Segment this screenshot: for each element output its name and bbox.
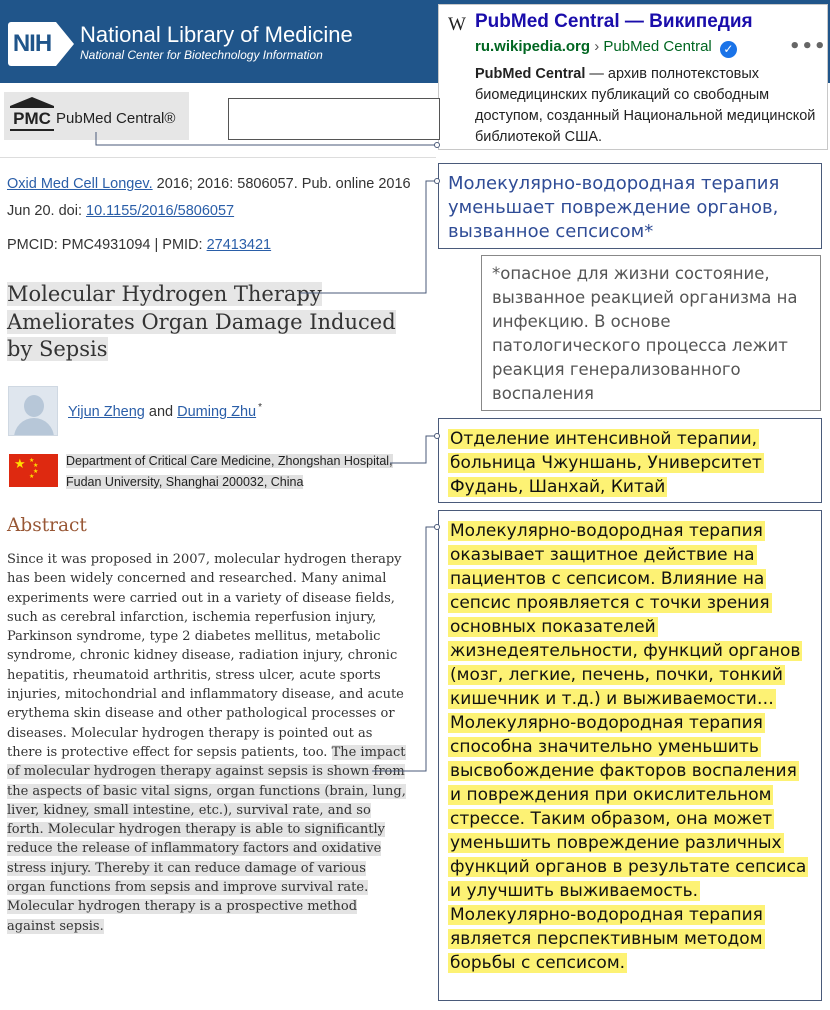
nih-logo[interactable] — [8, 22, 74, 66]
wikipedia-description-bold: PubMed Central — [475, 66, 586, 82]
pmc-abbr: PMC — [10, 106, 54, 131]
avatar-body — [14, 418, 54, 436]
pmcid-text: PMCID: PMC4931094 | PMID: — [7, 237, 207, 253]
abstract-text — [7, 550, 407, 936]
author-avatar — [8, 386, 58, 436]
author-link-zhu[interactable]: Duming Zhu — [177, 404, 257, 420]
wikipedia-result-title[interactable]: PubMed Central — Википедия — [475, 11, 753, 32]
nih-logo-text: NIH — [8, 22, 56, 66]
wikipedia-description — [475, 64, 823, 148]
citation-text: 2016; 2016: 5806057. Pub. online 2016 Jun 20. doi: — [7, 176, 411, 219]
author-link-zheng[interactable]: Yijun Zheng — [68, 404, 145, 420]
pmc-logo[interactable] — [4, 92, 189, 140]
header-divider — [0, 157, 436, 158]
url-domain: ru.wikipedia.org — [475, 38, 591, 55]
abstract-heading: Abstract — [7, 515, 87, 536]
article-title — [7, 281, 417, 364]
citation — [7, 171, 435, 225]
pmc-name: PubMed Central® — [56, 110, 176, 127]
wikipedia-result-url[interactable] — [475, 38, 737, 58]
abstract-translation-text: Молекулярно-водородная терапия оказывает защитное действие на пациентов с сепсисом. Влияние на сепсис проявляется с точки зрения основных показателей жизнедеятельности, функций органов (мозг, легкие, печень, почки, тонкий кишечник и т.д.) и выживаемости… Молекулярно-водородная терапия способна значительно уменьшить высвобождение факторов воспаления и повреждения при окислительном стрессе. Таким образом, она может уменьшить повреждение различных функций органов в результате сепсиса и улучшить выживаемость. Молекулярно-водородная терапия является перспективным методом борьбы с сепсисом. — [450, 521, 807, 973]
verified-check-icon: ✓ — [720, 41, 737, 58]
avatar-head — [24, 395, 44, 417]
article-ids — [7, 237, 271, 253]
annotation-sepsis-definition: *опасное для жизни состояние, вызванное реакцией организма на инфекцию. В основе патологического процесса лежит реакция генерализованного воспаления — [481, 255, 821, 411]
wikipedia-icon: W — [448, 14, 466, 35]
affiliation-translation-text: Отделение интенсивной терапии, больница Чжуншань, Университет Фудань, Шанхай, Китай — [450, 429, 762, 497]
wikipedia-card — [438, 4, 828, 150]
annotation-affiliation-translation — [438, 418, 822, 503]
url-separator: › — [594, 38, 600, 55]
search-input[interactable] — [228, 98, 440, 140]
affiliation-text: Department of Critical Care Medicine, Zhongshan Hospital, Fudan University, Shanghai 200032, China — [66, 454, 393, 489]
journal-link[interactable]: Oxid Med Cell Longev. — [7, 176, 153, 192]
author-and: and — [144, 404, 178, 420]
abstract-highlight: The impact of molecular hydrogen therapy against sepsis is shown from the aspects of basic vital signs, organ functions (brain, lung, liver, kidney, small intestine, etc.), survival rate, and so forth. Molecular hydrogen therapy is able to significantly reduce the release of inflammatory factors and oxidative stress injury. Thereby it can reduce damage of various organ functions from sepsis and improve survival rate. Molecular hydrogen therapy is a prospective method against sepsis. — [7, 744, 406, 934]
nih-subtitle: National Center for Biotechnology Information — [80, 48, 323, 62]
annotation-title-translation: Молекулярно-водородная терапия уменьшает повреждение органов, вызванное сепсисом* — [438, 163, 822, 249]
affiliation — [66, 451, 411, 493]
pmc-roof-icon — [10, 97, 54, 106]
abstract-plain: Since it was proposed in 2007, molecular hydrogen therapy has been widely concerned and researched. Many animal experiments were carried out in a variety of disease fields, such as cerebral infarction, ischemia reperfusion injury, Parkinson syndrome, type 2 diabetes mellitus, metabolic syndrome, chronic kidney disease, radiation injury, chronic hepatitis, rheumatoid arthritis, stress ulcer, acute sports injuries, mitochondrial and inflammatory disease, and acute erythema skin disease and other pathological processes or diseases. Molecular hydrogen therapy is pointed out as there is protective effect for sepsis patients, too. — [7, 552, 404, 760]
doi-link[interactable]: 10.1155/2016/5806057 — [86, 203, 235, 219]
china-flag-icon: ★ ★ ★ ★ ★ — [9, 454, 58, 487]
author-list — [68, 402, 262, 420]
url-breadcrumb: PubMed Central — [603, 38, 712, 55]
pmid-link[interactable]: 27413421 — [206, 237, 272, 253]
nih-title[interactable]: National Library of Medicine — [80, 22, 353, 47]
article-title-text: Molecular Hydrogen Therapy Ameliorates Organ Damage Induced by Sepsis — [7, 282, 396, 361]
corresponding-mark: * — [258, 402, 262, 413]
more-options-icon[interactable]: ••• — [789, 36, 827, 57]
nih-logo-arrow — [56, 22, 74, 66]
wikipedia-description-text: — архив полнотекстовых биомедицинских публикаций со свободным доступом, созданный Национальной медицинской библиотекой США. — [475, 66, 816, 145]
annotation-abstract-translation — [438, 510, 822, 1001]
